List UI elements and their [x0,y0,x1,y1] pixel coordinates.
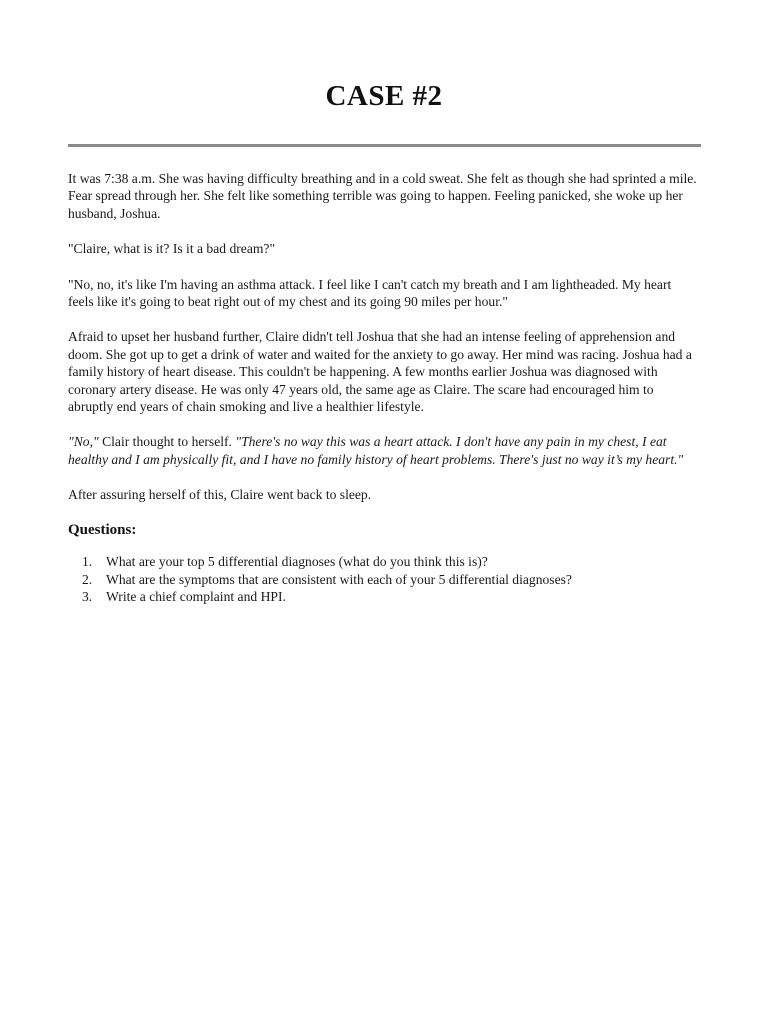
paragraph-joshua-question: "Claire, what is it? Is it a bad dream?" [68,241,276,257]
questions-heading: Questions: [68,521,137,538]
thought-quote: "There's no way this was a heart attack. I don't have any pain in my chest, I eat healthy and I am physically fit, and I have no family history of heart problems. There's just no way it’s my heart." [68,434,684,467]
questions-list [68,553,698,605]
question-text: What are your top 5 differential diagnoses (what do you think this is)? [106,554,488,570]
paragraph-claire-reply: "No, no, it's like I'm having an asthma attack. I feel like I can't catch my breath and I am lightheaded. My heart feels like it's going to beat right out of my chest and its going 90 miles per hour." [68,276,672,310]
question-text: What are the symptoms that are consistent with each of your 5 differential diagnoses? [106,571,572,587]
case-title: CASE #2 [325,80,443,112]
paragraph-claire-thoughts [68,433,698,468]
question-number: 2. [82,571,93,587]
paragraph-opening: It was 7:38 a.m. She was having difficulty breathing and in a cold sweat. She felt as though she had sprinted a mile. Fear spread through her. She felt like something terrible was going to happen. Feeling panicked, she woke up her husband, Joshua. [68,171,697,221]
thought-narration: Clair thought to herself. [98,434,236,450]
title-divider [68,144,701,147]
paragraph-closing: After assuring herself of this, Claire went back to sleep. [68,487,372,503]
question-item [68,553,698,570]
question-number: 3. [82,588,93,604]
case-narrative [68,170,698,605]
question-item [68,571,698,588]
question-text: Write a chief complaint and HPI. [106,588,286,604]
question-number: 1. [82,554,93,570]
question-item [68,588,698,605]
paragraph-background: Afraid to upset her husband further, Claire didn't tell Joshua that she had an intense feeling of apprehension and doom. She got up to get a drink of water and waited for the anxiety to go away. Her mind was racing. Joshua had a family history of heart disease. This couldn't be happening. A few months earlier Joshua was diagnosed with coronary artery disease. He was only 47 years old, the same age as Claire. The scare had encouraged him to abruptly end years of chain smoking and live a healthier lifestyle. [68,329,692,415]
thought-no: "No," [68,434,99,450]
